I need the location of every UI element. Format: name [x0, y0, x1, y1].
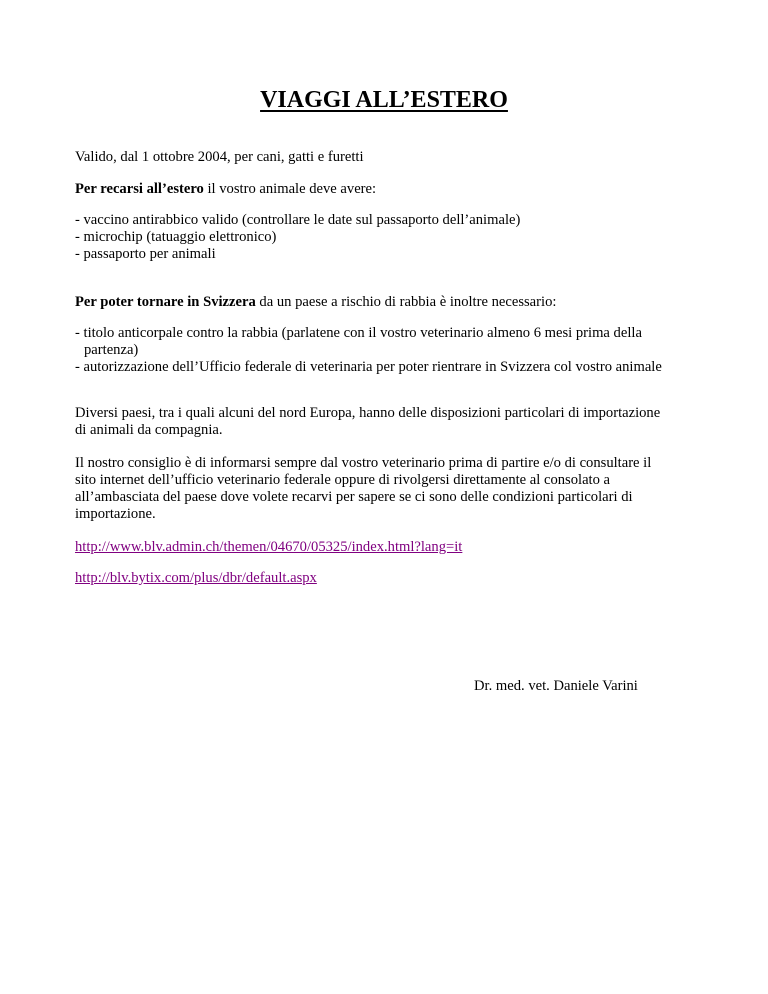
- list-item: - autorizzazione dell’Ufficio federale di veterinaria per poter rientrare in Svizzera col vostro animale: [75, 359, 662, 375]
- bytix-link[interactable]: http://blv.bytix.com/plus/dbr/default.aspx: [75, 570, 317, 586]
- return-requirements-list: [75, 325, 675, 376]
- outbound-intro-text: il vostro animale deve avere:: [203, 181, 377, 197]
- list-item: - passaporto per animali: [75, 246, 216, 262]
- list-item: - vaccino antirabbico valido (controllare le date sul passaporto dell’animale): [75, 212, 521, 228]
- validity-line: Valido, dal 1 ottobre 2004, per cani, gatti e furetti: [75, 149, 364, 165]
- document-title: VIAGGI ALL’ESTERO: [260, 87, 508, 113]
- outbound-requirements-list: [75, 212, 675, 263]
- signature: Dr. med. vet. Daniele Varini: [474, 678, 638, 694]
- outbound-intro: [75, 181, 675, 198]
- blv-link[interactable]: http://www.blv.admin.ch/themen/04670/05325/index.html?lang=it: [75, 539, 463, 555]
- advice-paragraph: Il nostro consiglio è di informarsi sempre dal vostro veterinario prima di partire e/o di consultare il sito internet dell’ufficio veterinario federale oppure di rivolgersi direttamente al consolato a all’ambasciata del paese dove volete recarvi per sapere se ci sono delle condizioni particolari di importazione.: [75, 455, 652, 522]
- link-paragraph-1: [75, 539, 675, 556]
- return-intro-bold: Per poter tornare in Svizzera: [75, 294, 256, 310]
- countries-paragraph: Diversi paesi, tra i quali alcuni del nord Europa, hanno delle disposizioni particolari di importazione di animali da compagnia.: [75, 405, 661, 438]
- list-item: - microchip (tatuaggio elettronico): [75, 229, 277, 245]
- outbound-intro-bold: Per recarsi all’estero: [75, 181, 204, 197]
- link-paragraph-2: [75, 570, 675, 587]
- return-intro-text: da un paese a rischio di rabbia è inoltre necessario:: [255, 294, 557, 310]
- return-intro: [75, 294, 675, 311]
- list-item: - titolo anticorpale contro la rabbia (parlatene con il vostro veterinario almeno 6 mesi prima della partenza): [75, 325, 642, 358]
